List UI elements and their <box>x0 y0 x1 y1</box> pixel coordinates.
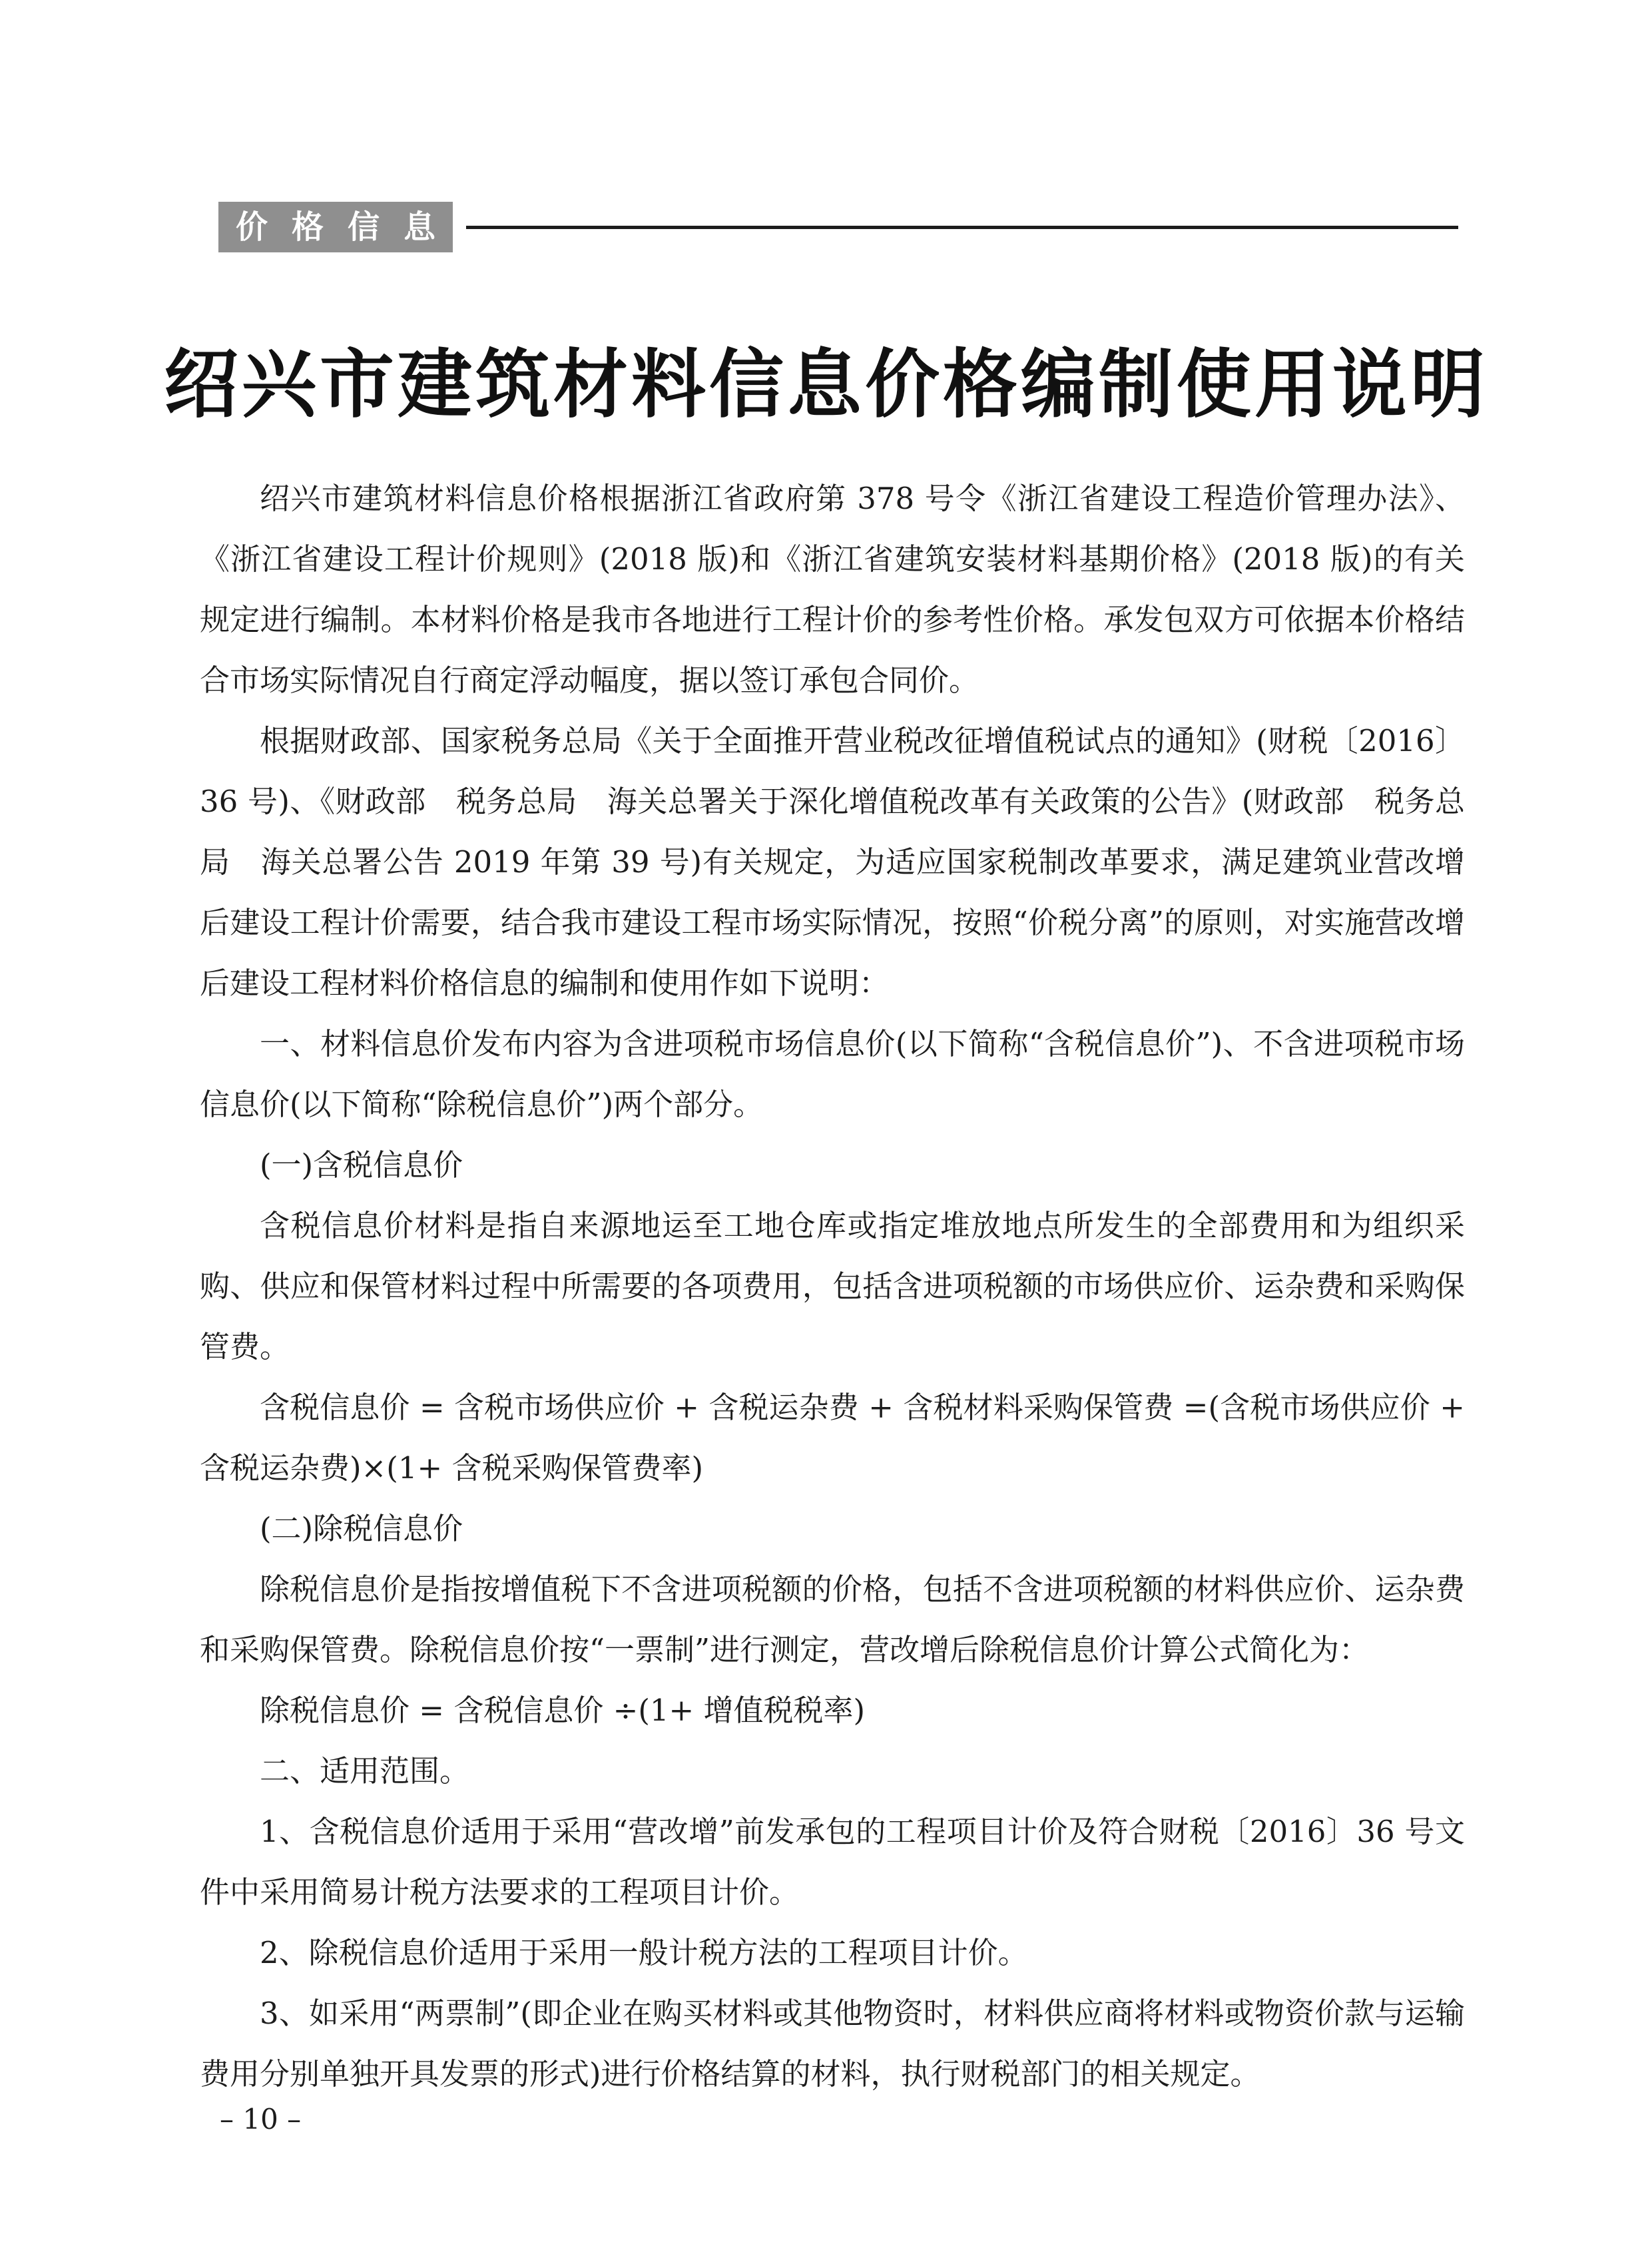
paragraph: (一)含税信息价 <box>260 1147 463 1183</box>
paragraph: 二、适用范围。 <box>260 1753 470 1789</box>
paragraph: (二)除税信息价 <box>260 1511 463 1546</box>
paragraph: 根据财政部、国家税务总局《关于全面推开营业税改征增值税试点的通知》(财税〔2016〕36 号)、《财政部 税务总局 海关总署关于深化增值税改革有关政策的公告》(财政部 税务总局 海关总署公告 2019 年第 39 号)有关规定，为适应国家税制改革要求，满足建筑业营改增后建设工程计价需要，结合我市建设工程市场实际情况，按照“价税分离”的原则，对实施营改增后建设工程材料价格信息的编制和使用作如下说明： <box>200 723 1465 1001</box>
paragraph: 一、材料信息价发布内容为含进项税市场信息价(以下简称“含税信息价”)、不含进项税市场信息价(以下简称“除税信息价”)两个部分。 <box>200 1026 1465 1122</box>
paragraph: 除税信息价 = 含税信息价 ÷(1+ 增值税税率) <box>260 1693 866 1728</box>
paragraph: 2、除税信息价适用于采用一般计税方法的工程项目计价。 <box>260 1935 1028 1970</box>
paragraph: 含税信息价 = 含税市场供应价 + 含税运杂费 + 含税材料采购保管费 =(含税市场供应价 + 含税运杂费)×(1+ 含税采购保管费率) <box>200 1390 1465 1486</box>
page-number: – 10 – <box>220 2103 302 2135</box>
paragraph: 1、含税信息价适用于采用“营改增”前发承包的工程项目计价及符合财税〔2016〕36 号文件中采用简易计税方法要求的工程项目计价。 <box>200 1814 1465 1910</box>
document-body <box>200 468 1465 2104</box>
paragraph: 除税信息价是指按增值税下不含进项税额的价格，包括不含进项税额的材料供应价、运杂费和采购保管费。除税信息价按“一票制”进行测定，营改增后除税信息价计算公式简化为： <box>200 1571 1465 1667</box>
price-info-badge-label: 价格信息 <box>235 208 459 246</box>
paragraph: 3、如采用“两票制”(即企业在购买材料或其他物资时，材料供应商将材料或物资价款与运输费用分别单独开具发票的形式)进行价格结算的材料，执行财税部门的相关规定。 <box>200 1996 1465 2092</box>
paragraph: 含税信息价材料是指自来源地运至工地仓库或指定堆放地点所发生的全部费用和为组织采购、供应和保管材料过程中所需要的各项费用，包括含进项税额的市场供应价、运杂费和采购保管费。 <box>200 1208 1465 1364</box>
page-title: 绍兴市建筑材料信息价格编制使用说明 <box>164 341 1488 428</box>
header-divider-rule <box>466 226 1458 229</box>
price-info-badge <box>218 202 459 252</box>
paragraph: 绍兴市建筑材料信息价格根据浙江省政府第 378 号令《浙江省建设工程造价管理办法》、《浙江省建设工程计价规则》(2018 版)和《浙江省建筑安装材料基期价格》(2018 版)的有关规定进行编制。本材料价格是我市各地进行工程计价的参考性价格。承发包双方可依据本价格结合市场实际情况自行商定浮动幅度，据以签订承包合同价。 <box>200 481 1465 698</box>
